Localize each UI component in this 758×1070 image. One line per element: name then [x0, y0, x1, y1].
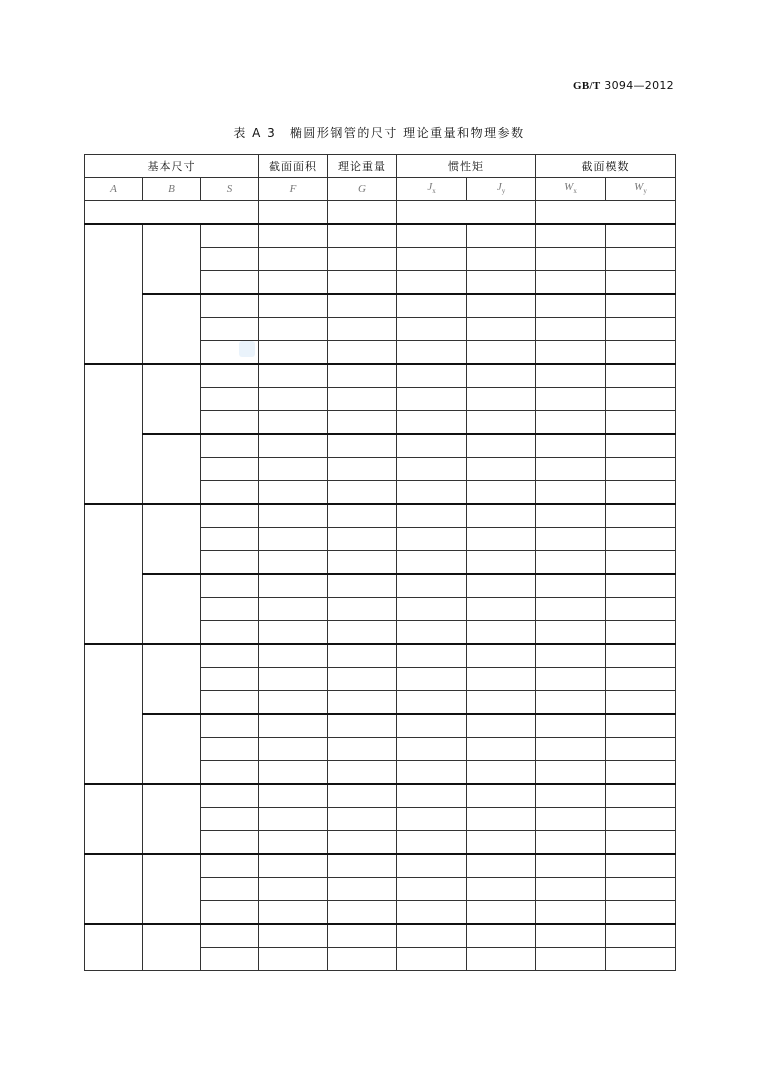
- header-symbol-cell: [397, 178, 467, 201]
- cell-g: [328, 808, 397, 831]
- cell-s: [201, 621, 259, 645]
- cell-wx: [536, 668, 606, 691]
- cell-wy: [606, 691, 676, 715]
- cell-f: [259, 784, 328, 808]
- cell-jx: [397, 854, 467, 878]
- header-symbol-cell: [201, 178, 259, 201]
- cell-wy: [606, 598, 676, 621]
- cell-jy: [467, 294, 536, 318]
- cell-wy: [606, 388, 676, 411]
- cell-f: [259, 458, 328, 481]
- cell-f: [259, 388, 328, 411]
- cell-jx: [397, 224, 467, 248]
- symbol-subscript: y: [643, 187, 647, 196]
- cell-wy: [606, 224, 676, 248]
- cell-jx: [397, 458, 467, 481]
- cell-g: [328, 294, 397, 318]
- cell-jx: [397, 504, 467, 528]
- cell-jx: [397, 714, 467, 738]
- cell-g: [328, 714, 397, 738]
- cell-f: [259, 691, 328, 715]
- cell-jx: [397, 831, 467, 855]
- table-row: [85, 714, 676, 738]
- cell-g: [328, 761, 397, 785]
- cell-s: [201, 831, 259, 855]
- cell-f: [259, 341, 328, 365]
- cell-g: [328, 224, 397, 248]
- table-row: [85, 644, 676, 668]
- cell-s: [201, 761, 259, 785]
- cell-wy: [606, 294, 676, 318]
- cell-jx: [397, 341, 467, 365]
- cell-jy: [467, 901, 536, 925]
- cell-f: [259, 248, 328, 271]
- cell-wx: [536, 761, 606, 785]
- cell-wx: [536, 271, 606, 295]
- cell-wy: [606, 271, 676, 295]
- cell-s: [201, 388, 259, 411]
- cell-jy: [467, 948, 536, 971]
- cell-wx: [536, 294, 606, 318]
- cell-jy: [467, 481, 536, 505]
- cell-s: [201, 411, 259, 435]
- cell-jx: [397, 271, 467, 295]
- cell-b: [143, 294, 201, 364]
- cell-jx: [397, 294, 467, 318]
- cell-wy: [606, 551, 676, 575]
- cell-wy: [606, 574, 676, 598]
- cell-wx: [536, 528, 606, 551]
- cell-f: [259, 714, 328, 738]
- unit-cell-inertia: [397, 201, 536, 225]
- cell-b: [143, 924, 201, 971]
- cell-wy: [606, 318, 676, 341]
- header-row-2: [85, 178, 676, 201]
- cell-wy: [606, 621, 676, 645]
- cell-wx: [536, 224, 606, 248]
- cell-wx: [536, 434, 606, 458]
- cell-s: [201, 434, 259, 458]
- table-row: [85, 574, 676, 598]
- cell-wy: [606, 481, 676, 505]
- cell-jx: [397, 551, 467, 575]
- cell-jy: [467, 598, 536, 621]
- cell-f: [259, 668, 328, 691]
- cell-jy: [467, 224, 536, 248]
- cell-wx: [536, 411, 606, 435]
- header-symbol-cell: [467, 178, 536, 201]
- cell-g: [328, 831, 397, 855]
- table-row: [85, 784, 676, 808]
- cell-jy: [467, 271, 536, 295]
- header-symbol-cell: [259, 178, 328, 201]
- symbol-main: G: [358, 182, 366, 195]
- table-title: 表 A 3 椭圆形钢管的尺寸 理论重量和物理参数: [233, 126, 525, 140]
- cell-f: [259, 294, 328, 318]
- cell-jx: [397, 808, 467, 831]
- cell-jx: [397, 481, 467, 505]
- cell-g: [328, 271, 397, 295]
- cell-b: [143, 854, 201, 924]
- cell-s: [201, 528, 259, 551]
- cell-g: [328, 411, 397, 435]
- cell-wy: [606, 924, 676, 948]
- cell-s: [201, 248, 259, 271]
- cell-s: [201, 481, 259, 505]
- cell-f: [259, 411, 328, 435]
- cell-jx: [397, 364, 467, 388]
- cell-jy: [467, 808, 536, 831]
- table-row: [85, 364, 676, 388]
- table-row: [85, 924, 676, 948]
- watermark-icon: [239, 341, 255, 357]
- symbol-main: J: [496, 181, 502, 194]
- cell-wy: [606, 714, 676, 738]
- cell-s: [201, 644, 259, 668]
- cell-jx: [397, 761, 467, 785]
- cell-b: [143, 504, 201, 574]
- cell-g: [328, 248, 397, 271]
- cell-wy: [606, 364, 676, 388]
- symbol-main: W: [564, 181, 574, 194]
- cell-s: [201, 714, 259, 738]
- cell-wx: [536, 714, 606, 738]
- cell-f: [259, 761, 328, 785]
- cell-s: [201, 878, 259, 901]
- cell-wy: [606, 434, 676, 458]
- symbol-main: S: [226, 182, 233, 195]
- cell-wx: [536, 504, 606, 528]
- cell-f: [259, 598, 328, 621]
- header-symbol-cell: [536, 178, 606, 201]
- cell-wy: [606, 504, 676, 528]
- cell-s: [201, 924, 259, 948]
- cell-b: [143, 714, 201, 784]
- cell-wx: [536, 458, 606, 481]
- cell-g: [328, 551, 397, 575]
- cell-wy: [606, 808, 676, 831]
- table-row: [85, 224, 676, 248]
- cell-a: [85, 924, 143, 971]
- cell-wy: [606, 668, 676, 691]
- cell-jx: [397, 668, 467, 691]
- header-row-1: [85, 155, 676, 178]
- cell-s: [201, 318, 259, 341]
- cell-g: [328, 598, 397, 621]
- cell-jy: [467, 761, 536, 785]
- cell-g: [328, 481, 397, 505]
- cell-wy: [606, 854, 676, 878]
- cell-jx: [397, 644, 467, 668]
- cell-f: [259, 854, 328, 878]
- cell-jx: [397, 574, 467, 598]
- cell-s: [201, 294, 259, 318]
- cell-wy: [606, 644, 676, 668]
- cell-wx: [536, 248, 606, 271]
- cell-jy: [467, 434, 536, 458]
- header-symbol-cell: [85, 178, 143, 201]
- cell-g: [328, 341, 397, 365]
- cell-g: [328, 434, 397, 458]
- cell-s: [201, 551, 259, 575]
- cell-f: [259, 948, 328, 971]
- cell-wx: [536, 364, 606, 388]
- header-section-modulus: 截面模数: [536, 155, 676, 178]
- cell-g: [328, 528, 397, 551]
- symbol-main: B: [168, 182, 175, 195]
- cell-jx: [397, 528, 467, 551]
- cell-wy: [606, 738, 676, 761]
- cell-f: [259, 364, 328, 388]
- cell-wy: [606, 411, 676, 435]
- standard-prefix: GB/T: [573, 80, 601, 92]
- cell-f: [259, 644, 328, 668]
- cell-a: [85, 224, 143, 364]
- cell-f: [259, 574, 328, 598]
- cell-jy: [467, 878, 536, 901]
- cell-f: [259, 901, 328, 925]
- cell-a: [85, 504, 143, 644]
- cell-g: [328, 668, 397, 691]
- cell-jx: [397, 621, 467, 645]
- cell-a: [85, 854, 143, 924]
- cell-g: [328, 621, 397, 645]
- cell-g: [328, 738, 397, 761]
- cell-g: [328, 878, 397, 901]
- table-row: [85, 294, 676, 318]
- cell-wy: [606, 248, 676, 271]
- cell-f: [259, 481, 328, 505]
- cell-a: [85, 784, 143, 854]
- cell-b: [143, 434, 201, 504]
- cell-wx: [536, 481, 606, 505]
- cell-jy: [467, 668, 536, 691]
- cell-s: [201, 574, 259, 598]
- unit-cell-weight: [328, 201, 397, 225]
- cell-jx: [397, 411, 467, 435]
- cell-wy: [606, 901, 676, 925]
- cell-f: [259, 738, 328, 761]
- cell-g: [328, 784, 397, 808]
- cell-jy: [467, 318, 536, 341]
- cell-a: [85, 364, 143, 504]
- standard-code: 3094—2012: [604, 79, 674, 92]
- cell-jy: [467, 924, 536, 948]
- symbol-main: A: [110, 182, 117, 195]
- cell-s: [201, 598, 259, 621]
- cell-jy: [467, 784, 536, 808]
- cell-f: [259, 878, 328, 901]
- cell-jy: [467, 364, 536, 388]
- cell-jy: [467, 644, 536, 668]
- cell-wy: [606, 341, 676, 365]
- cell-wx: [536, 831, 606, 855]
- cell-b: [143, 644, 201, 714]
- cell-a: [85, 644, 143, 784]
- cell-jy: [467, 528, 536, 551]
- cell-wx: [536, 318, 606, 341]
- cell-jy: [467, 411, 536, 435]
- cell-g: [328, 504, 397, 528]
- symbol-main: J: [427, 181, 433, 194]
- header-moment-of-inertia: 惯性矩: [397, 155, 536, 178]
- cell-g: [328, 364, 397, 388]
- cell-f: [259, 808, 328, 831]
- cell-wy: [606, 528, 676, 551]
- cell-wx: [536, 738, 606, 761]
- symbol-main: W: [634, 181, 644, 194]
- header-theoretical-weight: 理论重量: [328, 155, 397, 178]
- cell-jy: [467, 388, 536, 411]
- cell-jy: [467, 574, 536, 598]
- table-row: [85, 434, 676, 458]
- cell-f: [259, 271, 328, 295]
- cell-s: [201, 854, 259, 878]
- cell-b: [143, 364, 201, 434]
- cell-wx: [536, 808, 606, 831]
- cell-jx: [397, 598, 467, 621]
- cell-wy: [606, 784, 676, 808]
- cell-jy: [467, 691, 536, 715]
- header-symbol-cell: [143, 178, 201, 201]
- cell-g: [328, 318, 397, 341]
- symbol-subscript: x: [573, 187, 577, 196]
- cell-f: [259, 528, 328, 551]
- cell-jx: [397, 434, 467, 458]
- symbol-main: F: [289, 182, 297, 195]
- cell-wx: [536, 341, 606, 365]
- cell-jy: [467, 458, 536, 481]
- cell-jy: [467, 621, 536, 645]
- cell-jx: [397, 924, 467, 948]
- cell-s: [201, 271, 259, 295]
- cell-jy: [467, 341, 536, 365]
- cell-wy: [606, 878, 676, 901]
- cell-wx: [536, 388, 606, 411]
- cell-wx: [536, 878, 606, 901]
- table-row: [85, 854, 676, 878]
- cell-jy: [467, 854, 536, 878]
- cell-wx: [536, 924, 606, 948]
- cell-s: [201, 901, 259, 925]
- cell-g: [328, 691, 397, 715]
- spec-table: [84, 154, 676, 971]
- cell-wx: [536, 784, 606, 808]
- cell-wy: [606, 458, 676, 481]
- cell-wy: [606, 761, 676, 785]
- standard-number: [573, 79, 674, 92]
- cell-jx: [397, 948, 467, 971]
- cell-jy: [467, 551, 536, 575]
- symbol-subscript: x: [432, 187, 436, 196]
- header-section-area: 截面面积: [259, 155, 328, 178]
- cell-s: [201, 364, 259, 388]
- cell-f: [259, 504, 328, 528]
- unit-cell-basic-size: [85, 201, 259, 225]
- cell-s: [201, 668, 259, 691]
- cell-s: [201, 224, 259, 248]
- cell-jx: [397, 878, 467, 901]
- cell-s: [201, 784, 259, 808]
- cell-s: [201, 691, 259, 715]
- cell-s: [201, 808, 259, 831]
- header-basic-size: 基本尺寸: [85, 155, 259, 178]
- cell-wy: [606, 831, 676, 855]
- cell-jy: [467, 714, 536, 738]
- cell-g: [328, 901, 397, 925]
- cell-wx: [536, 854, 606, 878]
- cell-s: [201, 504, 259, 528]
- cell-jx: [397, 248, 467, 271]
- cell-g: [328, 924, 397, 948]
- cell-jy: [467, 738, 536, 761]
- cell-wx: [536, 691, 606, 715]
- cell-g: [328, 388, 397, 411]
- header-symbol-cell: [328, 178, 397, 201]
- cell-jx: [397, 784, 467, 808]
- cell-g: [328, 854, 397, 878]
- cell-jy: [467, 504, 536, 528]
- cell-f: [259, 434, 328, 458]
- cell-wx: [536, 574, 606, 598]
- table-row: [85, 504, 676, 528]
- cell-s: [201, 948, 259, 971]
- cell-g: [328, 644, 397, 668]
- symbol-subscript: y: [501, 187, 506, 196]
- cell-b: [143, 784, 201, 854]
- cell-jx: [397, 738, 467, 761]
- cell-jx: [397, 691, 467, 715]
- cell-wx: [536, 901, 606, 925]
- cell-f: [259, 224, 328, 248]
- header-symbol-cell: [606, 178, 676, 201]
- cell-wx: [536, 644, 606, 668]
- cell-s: [201, 458, 259, 481]
- cell-b: [143, 574, 201, 644]
- cell-g: [328, 574, 397, 598]
- cell-wx: [536, 551, 606, 575]
- cell-g: [328, 458, 397, 481]
- cell-f: [259, 318, 328, 341]
- cell-f: [259, 831, 328, 855]
- cell-f: [259, 621, 328, 645]
- cell-wx: [536, 948, 606, 971]
- cell-jx: [397, 318, 467, 341]
- unit-cell-modulus: [536, 201, 676, 225]
- cell-jx: [397, 388, 467, 411]
- cell-jy: [467, 831, 536, 855]
- cell-jx: [397, 901, 467, 925]
- cell-b: [143, 224, 201, 294]
- cell-s: [201, 738, 259, 761]
- cell-wx: [536, 598, 606, 621]
- units-row: [85, 201, 676, 225]
- unit-cell-area: [259, 201, 328, 225]
- cell-jy: [467, 248, 536, 271]
- cell-wy: [606, 948, 676, 971]
- cell-f: [259, 551, 328, 575]
- cell-wx: [536, 621, 606, 645]
- cell-f: [259, 924, 328, 948]
- cell-g: [328, 948, 397, 971]
